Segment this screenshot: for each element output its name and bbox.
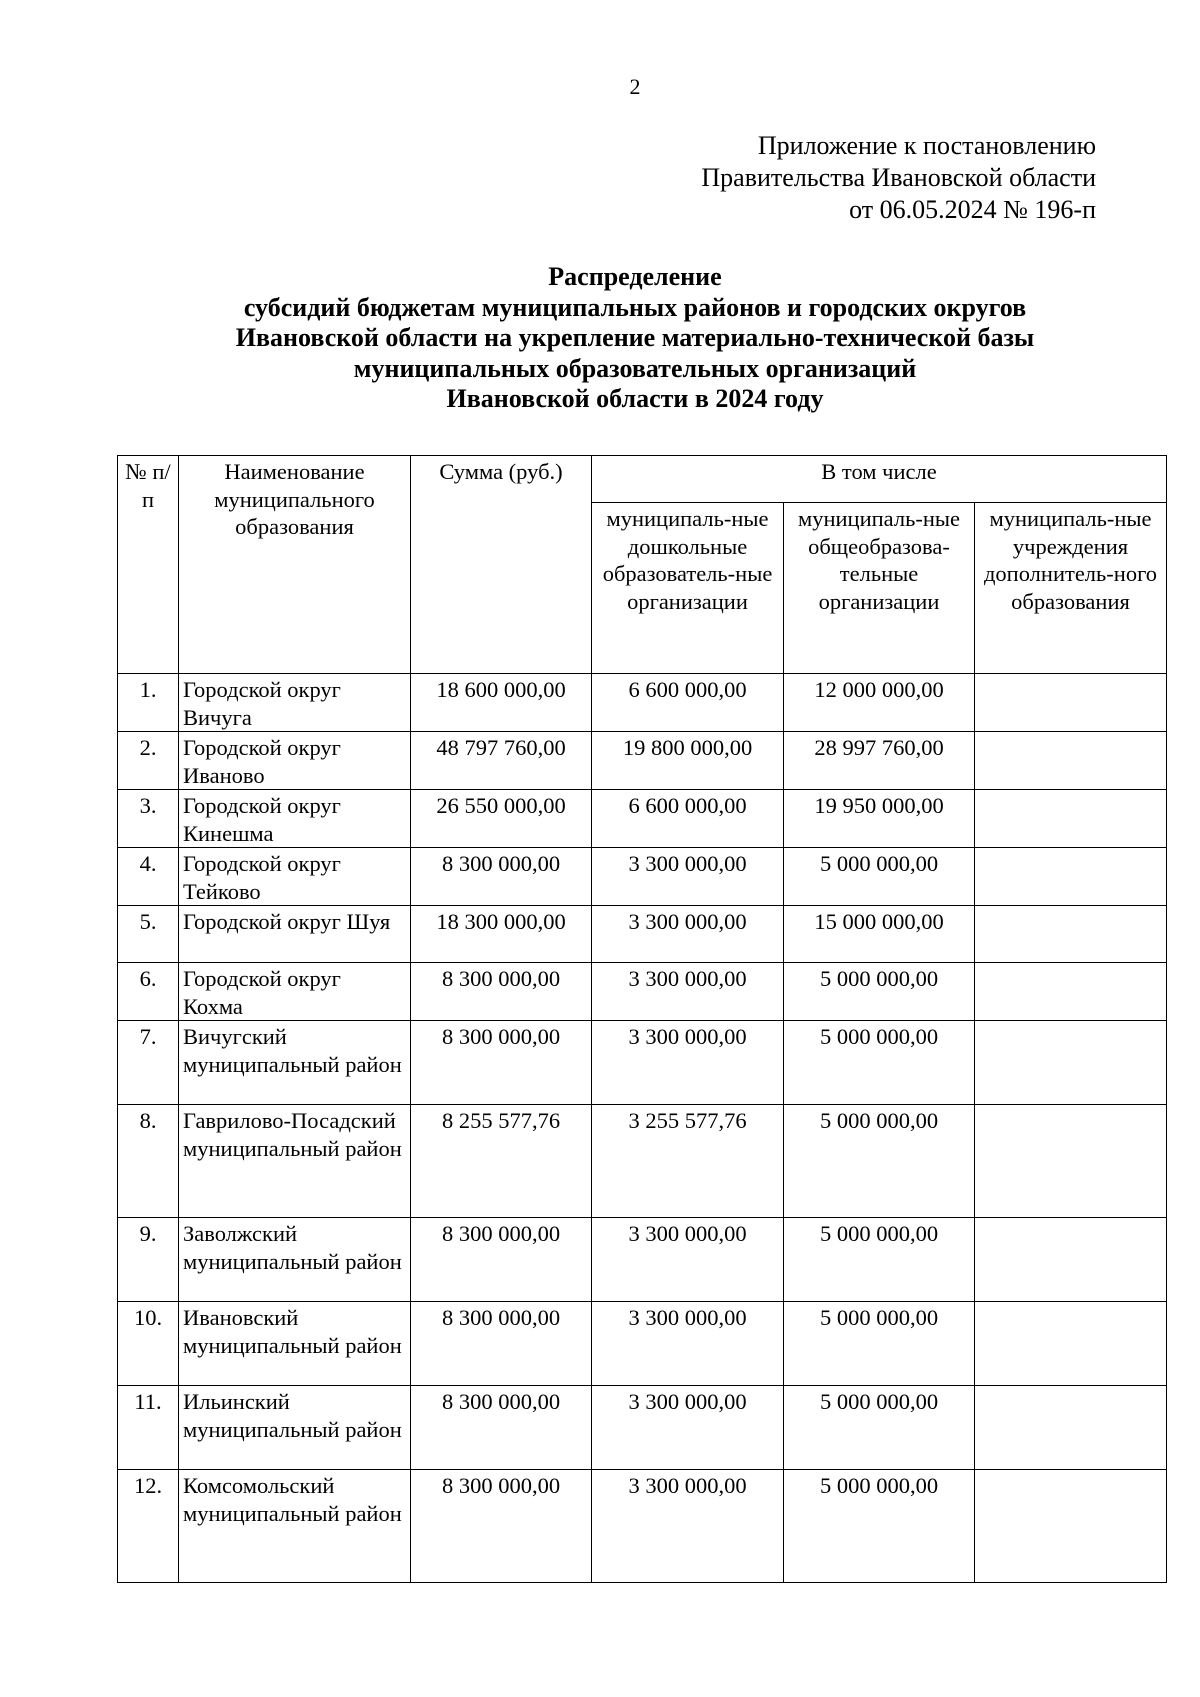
row-number: 12. (118, 1470, 179, 1583)
additional-sum (975, 906, 1167, 963)
municipality-name: Городской округ Кохма (179, 963, 411, 1021)
additional-sum (975, 1386, 1167, 1470)
total-sum: 8 255 577,76 (411, 1105, 592, 1218)
general-sum: 15 000 000,00 (784, 906, 975, 963)
row-number: 2. (118, 732, 179, 790)
preschool-sum: 3 300 000,00 (592, 906, 784, 963)
total-sum: 8 300 000,00 (411, 963, 592, 1021)
total-sum: 8 300 000,00 (411, 1218, 592, 1302)
total-sum: 26 550 000,00 (411, 790, 592, 848)
general-sum: 28 997 760,00 (784, 732, 975, 790)
preschool-sum: 3 300 000,00 (592, 1021, 784, 1105)
table-row (118, 963, 1167, 1021)
general-sum: 5 000 000,00 (784, 848, 975, 906)
additional-sum (975, 1218, 1167, 1302)
additional-sum (975, 1470, 1167, 1583)
table-row (118, 1386, 1167, 1470)
municipality-name: Гаврилово-Посадский муниципальный район (179, 1105, 411, 1218)
header-additional: муниципаль-ные учреждения дополнитель-ного образования (975, 503, 1167, 674)
general-sum: 5 000 000,00 (784, 1302, 975, 1386)
additional-sum (975, 1302, 1167, 1386)
additional-sum (975, 1021, 1167, 1105)
annex-line: Приложение к постановлению (757, 131, 1096, 160)
general-sum: 5 000 000,00 (784, 1386, 975, 1470)
table-row (118, 1218, 1167, 1302)
table-row (118, 790, 1167, 848)
row-number: 8. (118, 1105, 179, 1218)
additional-sum (975, 1105, 1167, 1218)
additional-sum (975, 674, 1167, 732)
table-row (118, 906, 1167, 963)
general-sum: 5 000 000,00 (784, 1218, 975, 1302)
row-number: 5. (118, 906, 179, 963)
header-preschool: муниципаль-ные дошкольные образователь-ные организации (592, 503, 784, 674)
general-sum: 5 000 000,00 (784, 1470, 975, 1583)
row-number: 3. (118, 790, 179, 848)
municipality-name: Ильинский муниципальный район (179, 1386, 411, 1470)
preschool-sum: 6 600 000,00 (592, 674, 784, 732)
row-number: 6. (118, 963, 179, 1021)
subsidy-table (117, 455, 1167, 1583)
table-row (118, 1021, 1167, 1105)
title-line: Ивановской области на укрепление материально-технической базы (235, 323, 1035, 352)
page-number: 2 (629, 74, 641, 99)
total-sum: 48 797 760,00 (411, 732, 592, 790)
preschool-sum: 3 255 577,76 (592, 1105, 784, 1218)
header-including: В том числе (592, 456, 1167, 503)
total-sum: 8 300 000,00 (411, 1470, 592, 1583)
municipality-name: Городской округ Кинешма (179, 790, 411, 848)
row-number: 4. (118, 848, 179, 906)
municipality-name: Городской округ Иваново (179, 732, 411, 790)
row-number: 9. (118, 1218, 179, 1302)
document-title (130, 262, 1140, 415)
title-line: муниципальных образовательных организаций (353, 353, 917, 383)
preschool-sum: 3 300 000,00 (592, 848, 784, 906)
preschool-sum: 19 800 000,00 (592, 732, 784, 790)
municipality-name: Городской округ Вичуга (179, 674, 411, 732)
annex-header (701, 130, 1096, 226)
header-general: муниципаль-ные общеобразова-тельные организации (784, 503, 975, 674)
total-sum: 8 300 000,00 (411, 848, 592, 906)
total-sum: 8 300 000,00 (411, 1302, 592, 1386)
additional-sum (975, 963, 1167, 1021)
table-row (118, 1302, 1167, 1386)
total-sum: 18 600 000,00 (411, 674, 592, 732)
additional-sum (975, 790, 1167, 848)
preschool-sum: 3 300 000,00 (592, 1218, 784, 1302)
preschool-sum: 3 300 000,00 (592, 1302, 784, 1386)
preschool-sum: 3 300 000,00 (592, 963, 784, 1021)
title-line: субсидий бюджетам муниципальных районов и городских округов (243, 292, 1027, 322)
header-name: Наименование муниципального образования (179, 456, 411, 674)
municipality-name: Ивановский муниципальный район (179, 1302, 411, 1386)
header-sum: Сумма (руб.) (411, 456, 592, 674)
row-number: 11. (118, 1386, 179, 1470)
row-number: 7. (118, 1021, 179, 1105)
general-sum: 12 000 000,00 (784, 674, 975, 732)
municipality-name: Вичугский муниципальный район (179, 1021, 411, 1105)
preschool-sum: 3 300 000,00 (592, 1386, 784, 1470)
general-sum: 5 000 000,00 (784, 1021, 975, 1105)
preschool-sum: 3 300 000,00 (592, 1470, 784, 1583)
general-sum: 19 950 000,00 (784, 790, 975, 848)
municipality-name: Городской округ Тейково (179, 848, 411, 906)
table-row (118, 1470, 1167, 1583)
municipality-name: Заволжский муниципальный район (179, 1218, 411, 1302)
header-num: № п/п (118, 456, 179, 674)
additional-sum (975, 848, 1167, 906)
row-number: 10. (118, 1302, 179, 1386)
title-line: Распределение (548, 262, 722, 291)
preschool-sum: 6 600 000,00 (592, 790, 784, 848)
table-row (118, 732, 1167, 790)
total-sum: 8 300 000,00 (411, 1386, 592, 1470)
general-sum: 5 000 000,00 (784, 1105, 975, 1218)
additional-sum (975, 732, 1167, 790)
municipality-name: Городской округ Шуя (179, 906, 411, 963)
total-sum: 18 300 000,00 (411, 906, 592, 963)
annex-line: Правительства Ивановской области (701, 163, 1096, 192)
row-number: 1. (118, 674, 179, 732)
table-row (118, 848, 1167, 906)
annex-line: от 06.05.2024 № 196-п (849, 195, 1096, 224)
total-sum: 8 300 000,00 (411, 1021, 592, 1105)
general-sum: 5 000 000,00 (784, 963, 975, 1021)
title-line: Ивановской области в 2024 году (446, 384, 824, 413)
municipality-name: Комсомольский муниципальный район (179, 1470, 411, 1583)
table-row (118, 674, 1167, 732)
table-row (118, 1105, 1167, 1218)
table-body (118, 674, 1167, 1583)
